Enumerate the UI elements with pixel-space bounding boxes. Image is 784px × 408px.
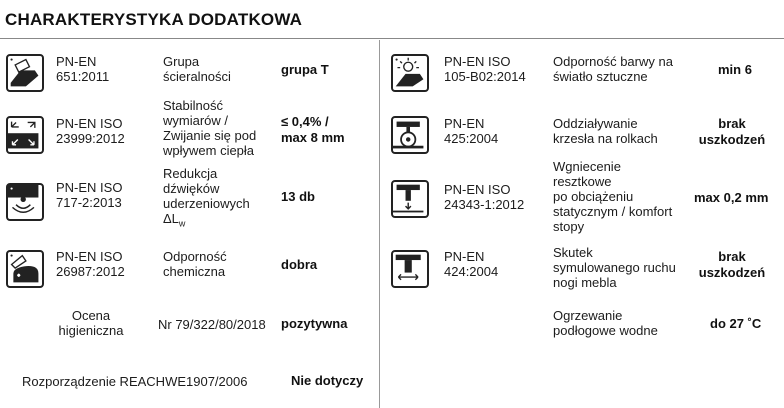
property-value: dobra (281, 257, 318, 272)
assessment-label: Ocena higieniczna (58, 308, 124, 338)
standard-code: PN-EN ISO 26987:2012 (56, 249, 125, 279)
sound-reduction-icon (6, 183, 44, 221)
standard-code: PN-EN 425:2004 (444, 116, 499, 146)
chemical-resistance-icon (6, 250, 44, 288)
property-value: max 0,2 mm (694, 190, 769, 205)
property-value: 13 db (281, 189, 315, 204)
description-text: Redukcja dźwięków uderzeniowych ΔL (163, 166, 250, 226)
standard-code: PN-EN 424:2004 (444, 249, 499, 279)
property-description: Grupa ścieralności (163, 54, 231, 84)
standard-code: PN-EN ISO 24343-1:2012 (444, 182, 525, 212)
furniture-leg-icon (391, 250, 429, 288)
light-fastness-icon (391, 54, 429, 92)
section-title: CHARAKTERYSTYKA DODATKOWA (5, 10, 303, 29)
property-value: ≤ 0,4% / max 8 mm (281, 114, 345, 145)
property-value: do 27 ˚C (710, 316, 762, 331)
dimension-stability-icon (6, 116, 44, 154)
standard-code: PN-EN ISO 105-B02:2014 (444, 54, 526, 84)
property-value: grupa T (281, 62, 329, 77)
castor-chair-icon (391, 116, 429, 154)
floor-abrasion-icon (6, 54, 44, 92)
property-description: Odporność chemiczna (163, 249, 227, 279)
property-description: Stabilność wymiarów / Zwijanie się pod wpływem ciepła (163, 98, 257, 158)
property-value: brak uszkodzeń (698, 249, 766, 280)
property-description (163, 166, 250, 232)
property-description: Wgniecenie resztkowe po obciążeniu statycznym / komfort stopy (553, 159, 673, 234)
standard-code: PN-EN ISO 23999:2012 (56, 116, 125, 146)
property-description: Ogrzewanie podłogowe wodne (553, 308, 658, 338)
property-value: min 6 (718, 62, 752, 77)
property-description: Odporność barwy na światło sztuczne (553, 54, 673, 84)
property-value: brak uszkodzeń (698, 116, 766, 147)
certificate-number: Nr 79/322/80/2018 (158, 317, 266, 332)
section-header (0, 0, 784, 39)
property-value: Nie dotyczy (291, 373, 364, 388)
standard-code: PN-EN ISO 717-2:2013 (56, 180, 123, 210)
property-description: Oddziaływanie krzesła na rolkach (553, 116, 658, 146)
residual-indentation-icon (391, 180, 429, 218)
column-divider (379, 40, 380, 408)
regulation-label: Rozporządzenie REACHWE1907/2006 (22, 374, 248, 389)
property-description: Skutek symulowanego ruchu nogi mebla (553, 245, 676, 290)
property-value: pozytywna (281, 316, 348, 331)
description-subscript: w (178, 218, 186, 229)
standard-code: PN-EN 651:2011 (56, 54, 110, 84)
